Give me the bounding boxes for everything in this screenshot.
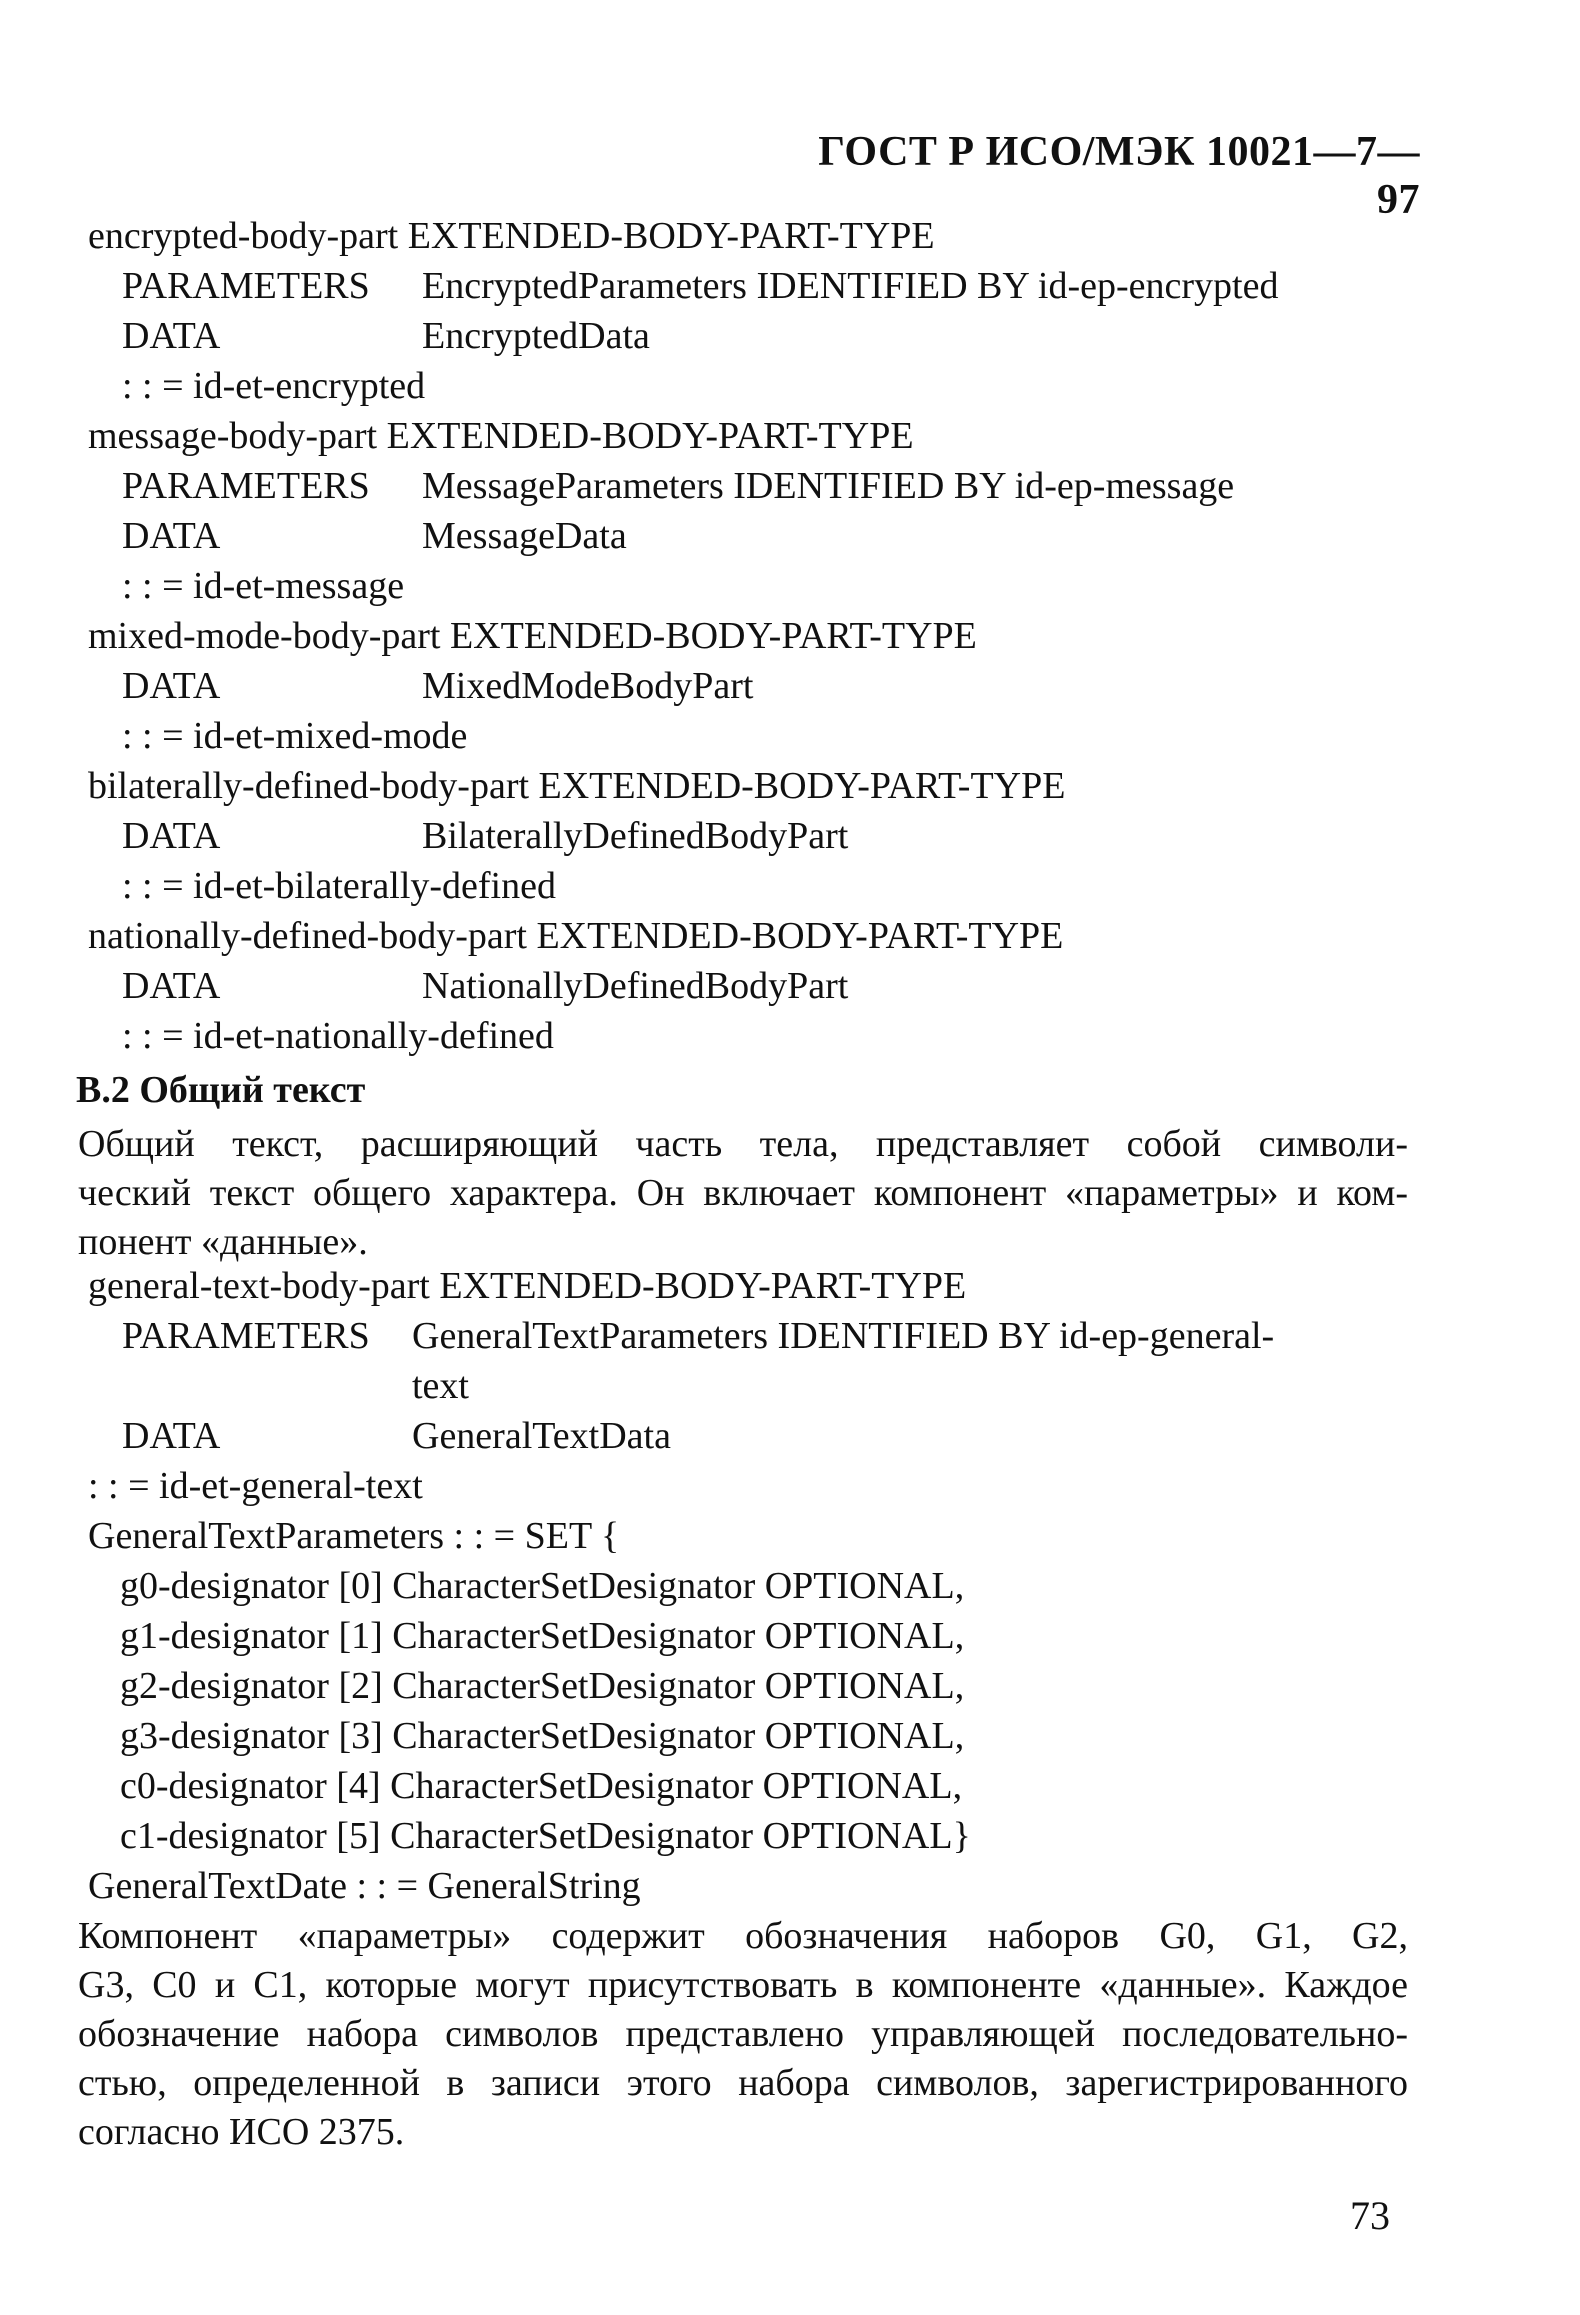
paragraph-line: Компонент «параметры» содержит обозначения наборов G0, G1, G2, <box>78 1915 1408 1957</box>
code-key: DATA <box>122 965 221 1007</box>
paragraph <box>78 1120 1408 1267</box>
code-line: text <box>412 1365 469 1407</box>
code-key: DATA <box>122 815 221 857</box>
code-value: BilaterallyDefinedBodyPart <box>422 815 849 857</box>
code-line: GeneralTextDate : : = GeneralString <box>88 1865 641 1907</box>
code-line <box>122 313 650 359</box>
code-line <box>122 463 1234 509</box>
code-line: nationally-defined-body-part EXTENDED-BODY-PART-TYPE <box>88 915 1064 957</box>
code-line: : : = id-et-encrypted <box>122 365 426 407</box>
code-line: encrypted-body-part EXTENDED-BODY-PART-TYPE <box>88 215 935 257</box>
code-line: : : = id-et-mixed-mode <box>122 715 468 757</box>
code-line <box>122 1413 671 1459</box>
code-line <box>122 263 1278 309</box>
code-value: NationallyDefinedBodyPart <box>422 965 849 1007</box>
code-line: message-body-part EXTENDED-BODY-PART-TYPE <box>88 415 914 457</box>
code-key: DATA <box>122 1415 221 1457</box>
code-key: PARAMETERS <box>122 1315 370 1357</box>
code-line <box>122 1313 1274 1359</box>
code-line: : : = id-et-bilaterally-defined <box>122 865 556 907</box>
code-line: g2-designator [2] CharacterSetDesignator OPTIONAL, <box>120 1665 965 1707</box>
code-key: PARAMETERS <box>122 465 370 507</box>
code-line <box>122 963 848 1009</box>
code-line: c1-designator [5] CharacterSetDesignator OPTIONAL} <box>120 1815 971 1857</box>
code-line: : : = id-et-nationally-defined <box>122 1015 554 1057</box>
code-line: g3-designator [3] CharacterSetDesignator OPTIONAL, <box>120 1715 965 1757</box>
code-value: EncryptedParameters IDENTIFIED BY id-ep-encrypted <box>422 265 1279 307</box>
code-value: MessageData <box>422 515 627 557</box>
code-value: GeneralTextParameters IDENTIFIED BY id-ep-general- <box>412 1315 1275 1357</box>
paragraph-line: понент «данные». <box>78 1221 368 1263</box>
page-number: 73 <box>1350 2193 1390 2238</box>
paragraph-line: G3, C0 и C1, которые могут присутствовать в компоненте «данные». Каждое <box>78 1964 1408 2006</box>
code-line: mixed-mode-body-part EXTENDED-BODY-PART-TYPE <box>88 615 977 657</box>
code-line: : : = id-et-message <box>122 565 405 607</box>
code-key: DATA <box>122 315 221 357</box>
code-line <box>122 813 848 859</box>
paragraph-line: обозначение набора символов представлено управляющей последовательно- <box>78 2013 1408 2055</box>
code-line: GeneralTextParameters : : = SET { <box>88 1515 620 1557</box>
paragraph <box>78 1912 1408 2157</box>
code-line: : : = id-et-general-text <box>88 1465 423 1507</box>
code-value: EncryptedData <box>422 315 650 357</box>
code-key: DATA <box>122 665 221 707</box>
code-line <box>122 663 753 709</box>
document-header: ГОСТ Р ИСО/МЭК 10021—7—97 <box>818 129 1420 223</box>
code-value: MixedModeBodyPart <box>422 665 754 707</box>
paragraph-line: стью, определенной в записи этого набора символов, зарегистрированного <box>78 2062 1408 2104</box>
code-line: bilaterally-defined-body-part EXTENDED-BODY-PART-TYPE <box>88 765 1066 807</box>
code-line: general-text-body-part EXTENDED-BODY-PART-TYPE <box>88 1265 967 1307</box>
code-value: GeneralTextData <box>412 1415 671 1457</box>
paragraph-line: ческий текст общего характера. Он включает компонент «параметры» и ком- <box>78 1172 1408 1214</box>
code-line: g0-designator [0] CharacterSetDesignator OPTIONAL, <box>120 1565 965 1607</box>
code-line: c0-designator [4] CharacterSetDesignator OPTIONAL, <box>120 1765 963 1807</box>
code-key: DATA <box>122 515 221 557</box>
code-key: PARAMETERS <box>122 265 370 307</box>
code-line: g1-designator [1] CharacterSetDesignator OPTIONAL, <box>120 1615 965 1657</box>
code-line <box>122 513 627 559</box>
section-heading: В.2 Общий текст <box>76 1069 366 1111</box>
paragraph-line: Общий текст, расширяющий часть тела, представляет собой символи- <box>78 1123 1408 1165</box>
code-value: MessageParameters IDENTIFIED BY id-ep-message <box>422 465 1235 507</box>
paragraph-line: согласно ИСО 2375. <box>78 2111 405 2153</box>
